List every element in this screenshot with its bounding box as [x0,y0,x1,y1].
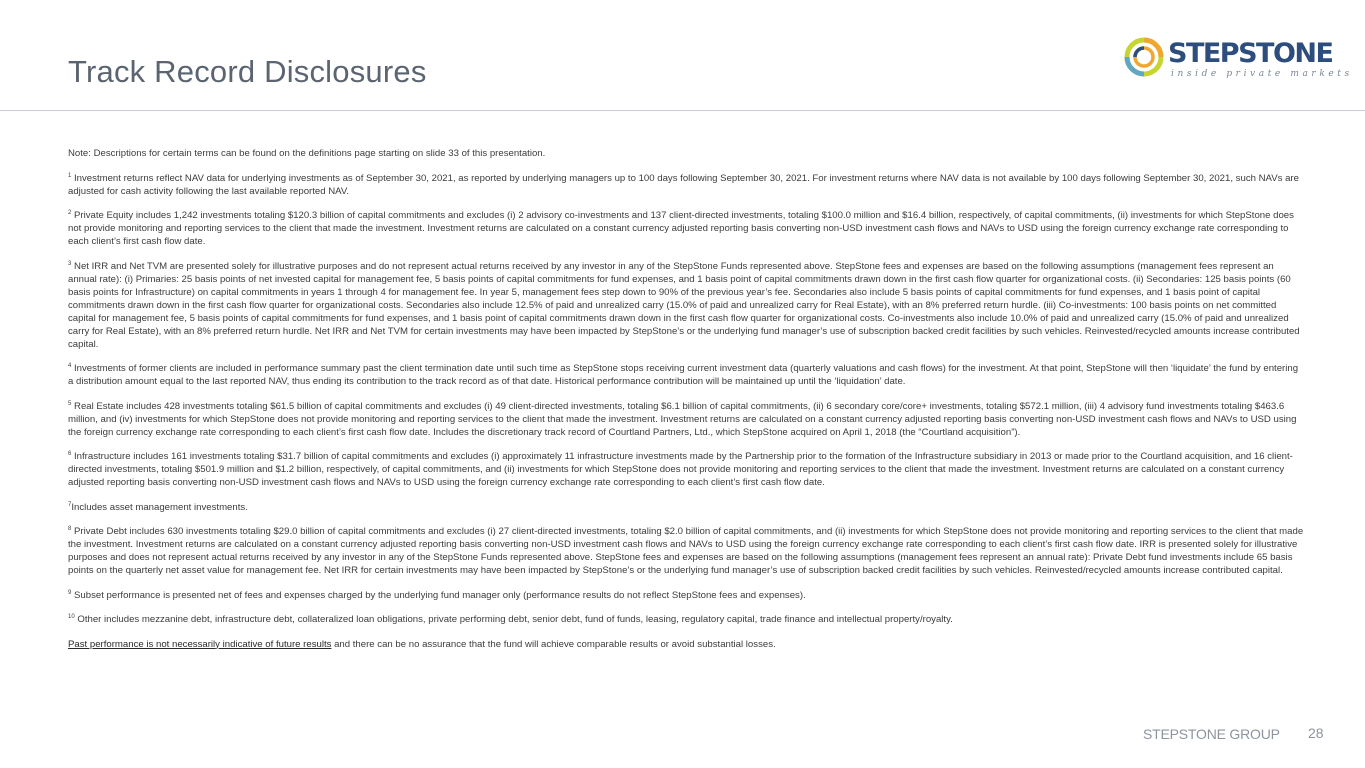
page-number: 28 [1308,725,1324,741]
footnote-9: $^9$ Subset performance is presented net of fees and expenses charged by the underlying fund manager only (performance results do not reflect StepStone fees and expenses). [68,589,806,601]
footnote-1: $^1$ Investment returns reflect NAV data for underlying investments as of September 30, 2021, as reported by underlying managers up to 100 days following September 30, 2021. For investment returns where NAV data is not available by 100 days following September 30, 2021, such NAVs are adjusted for cash activity following the last available reported NAV. [68,172,1299,197]
footnote-3: $^3$ Net IRR and Net TVM are presented solely for illustrative purposes and do not represent actual returns received by any investor in any of the StepStone Funds represented above. StepStone fees and expenses are based on the following assumptions (management fees represent an annual rate): (i) Primaries: 25 basis points of net invested capital for management fee, 5 basis points of capital commitments for fund expenses, and 1 basis point of capital commitments drawn down in the first cash flow quarter for organizational costs. (ii) Secondaries: 125 basis points (60 basis points for Infrastructure) on capital commitments in years 1 through 4 for management fee. In year 5, management fees step down to 90% of the previous year’s fee. Secondaries also include 5 basis points of capital commitments for fund expenses, and 1 basis point of capital commitments drawn down in the first cash flow quarter for organizational costs. Secondaries also include 12.5% of paid and unrealized carry (15.0% of paid and unrealized carry for Real Estate), with an 8% preferred return hurdle. (iii) Co-investments: 100 basis points on net committed capital for management fee, 5 basis points of capital commitments for fund expenses, and 1 basis point of capital commitments drawn down in the first cash flow quarter for organizational costs. Co-investments also include 10.0% of paid and unrealized carry (15.0% of paid and unrealized carry for Real Estate), with an 8% preferred return hurdle. Net IRR and Net TVM for certain investments may have been impacted by StepStone’s or the underlying fund manager’s use of subscription backed credit facilities by such vehicles. Reinvested/recycled amounts increase contributed capital. [68,260,1300,350]
footnote-2: $^2$ Private Equity includes 1,242 investments totaling $120.3 billion of capital commitments and excludes (i) 2 advisory co-investments and 137 client-directed investments, totaling $100.0 million and $16.4 billion, respectively, of capital commitments, (ii) investments for which StepStone does not provide monitoring and reporting services to the client that made the investment. Investment returns are calculated on a constant currency adjusted reporting basis converting non-USD investment cash flows and NAVs to USD using the foreign currency exchange rate corresponding to each client’s first cash flow date. [68,210,1294,247]
disclosures-body [68,147,1304,662]
logo-wordmark: STEPSTONE [1168,38,1333,69]
page-title: Track Record Disclosures [68,54,427,89]
stepstone-logo [1124,37,1353,81]
footnote-4: $^4$ Investments of former clients are included in performance summary past the client termination date until such time as StepStone stops receiving current investment data (quarterly valuations and cash flows) for the investment. At that point, StepStone will then ‘liquidate’ the fund by entering a distribution amount equal to the last reported NAV, thus ending its contribution to the track record as of that date. Historical performance contribution will be maintained up until the ‘liquidation’ date. [68,363,1299,387]
footnote-8: $^8$ Private Debt includes 630 investments totaling $29.0 billion of capital commitments and excludes (i) 27 client-directed investments, totaling $2.0 billion of capital commitments, and (ii) investments for which StepStone does not provide monitoring and reporting services to the client that made the investment. Investment returns are calculated on a constant currency adjusted reporting basis converting non-USD investment cash flows and NAVs to USD using the foreign currency exchange rate corresponding to each client’s first cash flow date. IRR is presented solely for illustrative purposes and does not represent actual returns received by any investor in any of the StepStone Funds represented above. StepStone fees and expenses are based on the following assumptions (management fees represent an annual rate): Private Debt fund investments include 65 basis points on the quarterly net asset value for management fee. Net IRR for certain investments may have been impacted by StepStone’s or the underlying fund manager’s use of subscription backed credit facilities by such vehicles. Reinvested/recycled amounts increase contributed capital. [68,526,1304,576]
footnote-7: $^7$Includes asset management investments. [68,501,248,513]
footnote-10: $^{10}$ Other includes mezzanine debt, infrastructure debt, collateralized loan obligations, private performing debt, senior debt, fund of funds, leasing, regulatory capital, trade finance and intellectual property/royalty. [68,614,953,625]
past-performance-disclaimer: Past performance is not necessarily indicative of future results and there can be no assurance that the fund will achieve comparable results or avoid substantial losses. [68,638,776,650]
footnote-5: $^5$ Real Estate includes 428 investments totaling $61.5 billion of capital commitments and excludes (i) 49 client-directed investments, totaling $6.1 billion of capital commitments, (ii) 6 secondary core/core+ investments, totaling $572.1 million, (iii) 4 advisory fund investments totaling $463.6 million, and (iv) investments for which StepStone does not provide monitoring and reporting services to the client that made the investment. Investment returns are calculated on a constant currency adjusted reporting basis converting non-USD investment cash flows and NAVs to USD using the foreign currency exchange rate corresponding to each client’s first cash flow date. Includes the discretionary track record of Courtland Partners, Ltd., which StepStone acquired on April 1, 2018 (the “Courtland acquisition”). [68,400,1297,438]
footer-company-name: STEPSTONE GROUP [1143,726,1280,742]
header-divider [0,110,1365,111]
logo-tagline: inside private markets [1171,69,1353,79]
footnote-6: $^6$ Infrastructure includes 161 investments totaling $31.7 billion of capital commitments and excludes (i) approximately 11 infrastructure investments made by the Partnership prior to the formation of the Infrastructure subsidiary in 2013 or made prior to the Courtland acquisition, and 16 client-directed investments, totaling $501.9 million and $1.2 billion, respectively, of capital commitments, and (ii) investments for which StepStone does not provide monitoring and reporting services to the client that made the investment. Investment returns are calculated on a constant currency adjusted reporting basis converting non-USD investment cash flows and NAVs to USD using the foreign currency exchange rate corresponding to each client’s first cash flow date. [68,451,1293,488]
note-paragraph: Note: Descriptions for certain terms can be found on the definitions page starting on slide 33 of this presentation. [68,148,546,159]
logo-mark-icon [1124,37,1164,77]
